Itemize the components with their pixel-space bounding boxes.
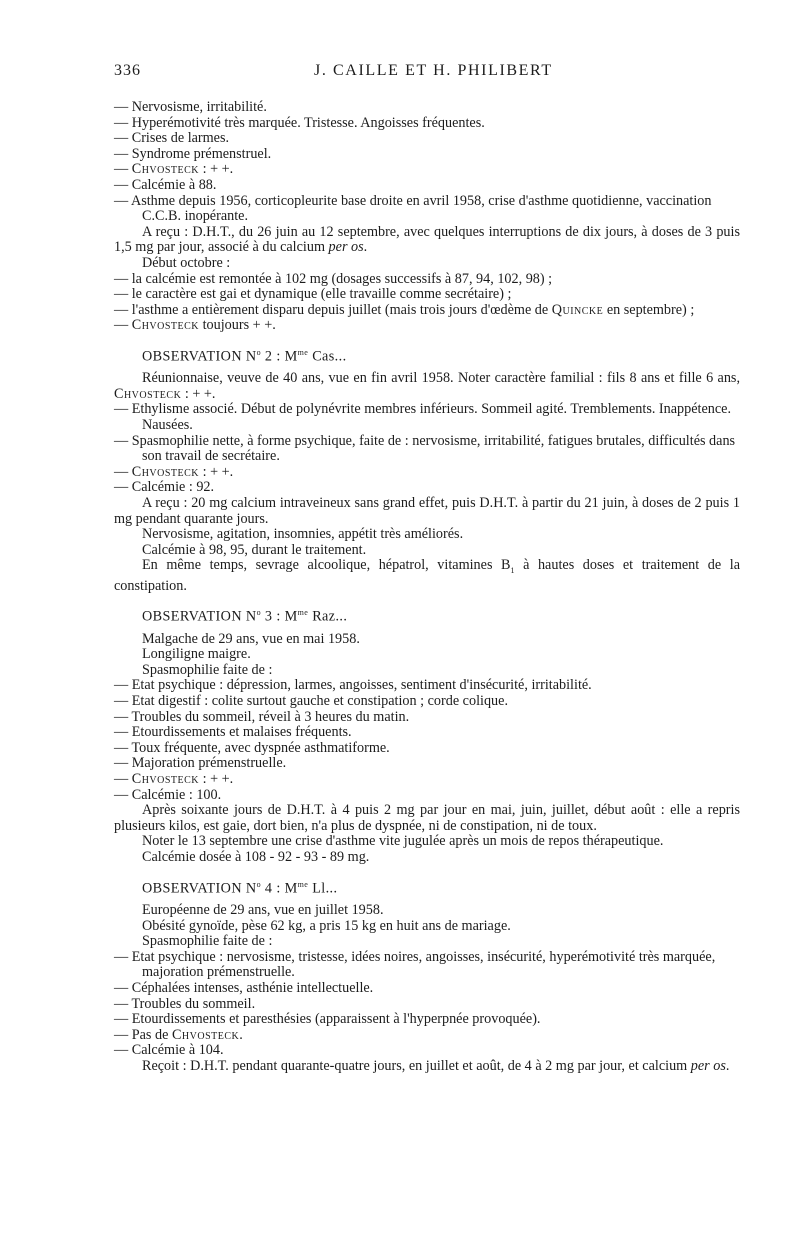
list-item: — Calcémie : 100. bbox=[114, 786, 222, 803]
section-heading: OBSERVATION $N^o$ 4 : $M^{me}$ Ll... bbox=[142, 879, 338, 897]
list-item: — Syndrome prémenstruel. bbox=[114, 145, 272, 162]
list-item: — le caractère est gai et dynamique (elle travaille comme secrétaire) ; bbox=[114, 286, 512, 303]
page-body bbox=[114, 100, 740, 1074]
paragraph: Spasmophilie faite de : bbox=[142, 933, 273, 950]
list-item: — Hyperémotivité très marquée. Tristesse. Angoisses fréquentes. bbox=[114, 114, 485, 131]
page-number: 336 bbox=[114, 62, 141, 79]
list-item: — Etat digestif : colite surtout gauche et constipation ; corde colique. bbox=[114, 693, 508, 710]
list-item: — Chvosteck : + +. bbox=[114, 771, 234, 788]
list-item: — Calcémie à 88. bbox=[114, 176, 217, 193]
observation-2 bbox=[114, 345, 740, 594]
observation-1 bbox=[114, 100, 740, 334]
paragraph: Européenne de 29 ans, vue en juillet 1958. bbox=[142, 901, 384, 918]
list-item: — Etat psychique : dépression, larmes, angoisses, sentiment d'insécurité, irritabilité. bbox=[114, 677, 592, 694]
page-header bbox=[114, 62, 738, 84]
list-item: — Troubles du sommeil. bbox=[114, 995, 256, 1012]
paragraph: A reçu : D.H.T., du 26 juin au 12 septembre, avec quelques interruptions de dix jours, à doses de 3 puis 1,5 mg par jour, associé à du calcium per os. bbox=[114, 223, 740, 256]
paragraph: Spasmophilie faite de : bbox=[142, 661, 273, 678]
observation-4 bbox=[114, 877, 740, 1075]
list-item: — Calcémie : 92. bbox=[114, 479, 215, 496]
section-heading: OBSERVATION $N^o$ 3 : $M^{me}$ Raz... bbox=[142, 608, 348, 626]
list-item: — Etourdissements et paresthésies (apparaissent à l'hyperpnée provoquée). bbox=[114, 1011, 541, 1028]
paragraph: En même temps, sevrage alcoolique, hépatrol, vitamines $B_1$ à hautes doses et traitement de la constipation. bbox=[114, 557, 740, 594]
list-item: — Toux fréquente, avec dyspnée asthmatiforme. bbox=[114, 739, 390, 756]
paragraph: Début octobre : bbox=[142, 254, 231, 271]
list-item: — Nervosisme, irritabilité. bbox=[114, 99, 267, 115]
paragraph: Reçoit : D.H.T. pendant quarante-quatre jours, en juillet et août, de 4 à 2 mg par jour, et calcium per os. bbox=[142, 1057, 730, 1074]
list-item: — Chvosteck toujours + +. bbox=[114, 317, 276, 334]
paragraph: Obésité gynoïde, pèse 62 kg, a pris 15 kg en huit ans de mariage. bbox=[142, 917, 511, 934]
section-heading: OBSERVATION $N^o$ 2 : $M^{me}$ Cas... bbox=[142, 347, 347, 365]
list-item: — Ethylisme associé. Début de polynévrite membres inférieurs. Sommeil agité. Tremblements. Inappétence. Nausées. bbox=[114, 401, 732, 434]
list-item: — Crises de larmes. bbox=[114, 130, 230, 147]
list-item: — Etourdissements et malaises fréquents. bbox=[114, 724, 352, 741]
paragraph: Calcémie dosée à 108 - 92 - 93 - 89 mg. bbox=[142, 849, 370, 866]
list-item: — Calcémie à 104. bbox=[114, 1042, 224, 1059]
paragraph: Nervosisme, agitation, insomnies, appétit très améliorés. bbox=[142, 526, 464, 543]
paragraph: Après soixante jours de D.H.T. à 4 puis 2 mg par jour en mai, juin, juillet, début août : elle a repris plusieurs kilos, est gaie, dort bien, n'a plus de dyspnée, ni de constipation, ni de toux. bbox=[114, 802, 740, 834]
list-item: — Majoration prémenstruelle. bbox=[114, 755, 287, 772]
observation-3 bbox=[114, 605, 740, 865]
list-item: — Céphalées intenses, asthénie intellectuelle. bbox=[114, 979, 374, 996]
paragraph: Calcémie à 98, 95, durant le traitement. bbox=[142, 541, 367, 558]
list-item: — Spasmophilie nette, à forme psychique, faite de : nervosisme, irritabilité, fatigues brutales, difficultés dans son travail de secrétaire. bbox=[114, 432, 736, 465]
list-item: — Pas de Chvosteck. bbox=[114, 1026, 243, 1043]
paragraph: Malgache de 29 ans, vue en mai 1958. bbox=[142, 630, 360, 647]
paragraph: Longiligne maigre. bbox=[142, 646, 251, 663]
list-item: — la calcémie est remontée à 102 mg (dosages successifs à 87, 94, 102, 98) ; bbox=[114, 270, 553, 287]
list-item: — Chvosteck : + +. bbox=[114, 161, 234, 178]
list-item: — Asthme depuis 1956, corticopleurite base droite en avril 1958, crise d'asthme quotidienne, vaccination C.C.B. inopérante. bbox=[114, 192, 712, 225]
paragraph: Réunionnaise, veuve de 40 ans, vue en fin avril 1958. Noter caractère familial : fils 8 ans et fille 6 ans, Chvosteck : + +. bbox=[114, 370, 740, 402]
running-title: J. CAILLE ET H. PHILIBERT bbox=[314, 62, 553, 79]
list-item: — Chvosteck : + +. bbox=[114, 463, 234, 480]
list-item: — l'asthme a entièrement disparu depuis juillet (mais trois jours d'œdème de Quincke en septembre) ; bbox=[114, 301, 695, 318]
paragraph: Noter le 13 septembre une crise d'asthme vite jugulée après un mois de repos thérapeutique. bbox=[142, 833, 664, 850]
paragraph: A reçu : 20 mg calcium intraveineux sans grand effet, puis D.H.T. à partir du 21 juin, à doses de 2 puis 1 mg pendant quarante jours. bbox=[114, 494, 740, 527]
list-item: — Etat psychique : nervosisme, tristesse, idées noires, angoisses, insécurité, hyperémotivité très marquée, majoration prémenstruelle. bbox=[114, 948, 716, 981]
list-item: — Troubles du sommeil, réveil à 3 heures du matin. bbox=[114, 708, 410, 725]
